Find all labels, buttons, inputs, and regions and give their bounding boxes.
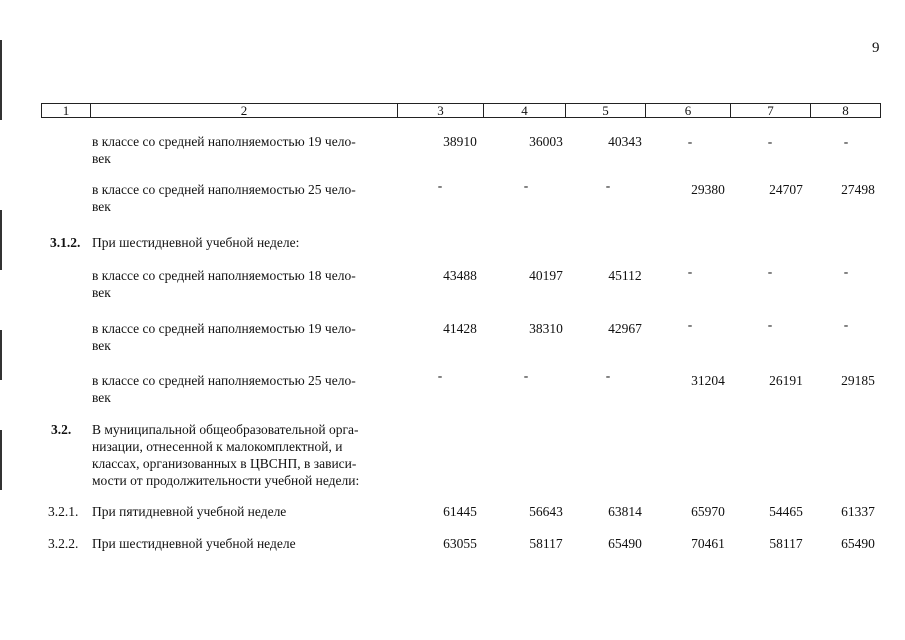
- table-cell: 38310: [529, 321, 563, 336]
- column-number: 5: [566, 104, 646, 117]
- table-cell: 56643: [529, 504, 563, 519]
- column-number: 7: [731, 104, 811, 117]
- table-header-row: [41, 103, 881, 118]
- row-description: В муниципальной общеобразовательной орга- низации, отнесенной к малокомплектной, и классах, организованных в ЦВСНП, в зависи- мости от продолжительности учебной недели:: [92, 422, 360, 488]
- table-cell: 36003: [529, 134, 563, 149]
- row-description: в классе со средней наполняемостью 25 чело- век: [92, 373, 356, 405]
- table-cell: -: [523, 368, 529, 383]
- column-number: 8: [842, 103, 849, 118]
- table-cell: -: [767, 317, 773, 332]
- table-cell: -: [767, 264, 773, 279]
- row-code: 3.2.1.: [48, 504, 79, 519]
- page-edge-line: [0, 430, 2, 490]
- table-cell: -: [843, 134, 849, 149]
- column-number: 1: [42, 104, 91, 117]
- table-cell: 45112: [608, 268, 642, 283]
- column-number: 3: [398, 104, 484, 117]
- row-description: в классе со средней наполняемостью 25 чело- век: [92, 182, 356, 214]
- table-cell: -: [687, 317, 693, 332]
- table-cell: 24707: [769, 182, 803, 197]
- column-number: 6: [646, 104, 731, 117]
- row-code: 3.1.2.: [50, 235, 81, 250]
- table-cell: 40343: [608, 134, 642, 149]
- row-code: 3.2.: [51, 422, 72, 437]
- table-cell: -: [605, 368, 611, 383]
- row-description: При шестидневной учебной неделе:: [92, 235, 300, 250]
- table-cell: 61337: [841, 504, 875, 519]
- row-code: 3.2.2.: [48, 536, 79, 551]
- table-cell: -: [843, 264, 849, 279]
- table-cell: 65490: [841, 536, 875, 551]
- table-cell: 43488: [443, 268, 477, 283]
- page-edge-line: [0, 210, 2, 270]
- table-cell: -: [437, 178, 443, 193]
- page-edge-line: [0, 330, 2, 380]
- table-cell: -: [687, 264, 693, 279]
- table-cell: 63814: [608, 504, 642, 519]
- column-number: 2: [91, 104, 398, 117]
- table-cell: 42967: [608, 321, 642, 336]
- table-cell: 65490: [608, 536, 642, 551]
- table-cell: 63055: [443, 536, 477, 551]
- table-cell: 40197: [529, 268, 563, 283]
- table-cell: -: [523, 178, 529, 193]
- table-cell: 54465: [769, 504, 803, 519]
- table-cell: 29380: [691, 182, 725, 197]
- table-cell: 38910: [443, 134, 477, 149]
- table-cell: 65970: [691, 504, 725, 519]
- table-cell: 61445: [443, 504, 477, 519]
- column-number: 4: [484, 104, 566, 117]
- table-cell: 26191: [769, 373, 803, 388]
- page-edge-line: [0, 40, 2, 120]
- table-cell: -: [687, 134, 693, 149]
- page-number: 9: [872, 40, 880, 56]
- table-cell: 41428: [443, 321, 477, 336]
- table-cell: 58117: [769, 536, 803, 551]
- table-cell: -: [767, 134, 773, 149]
- table-cell: 27498: [841, 182, 875, 197]
- row-description: в классе со средней наполняемостью 18 чело- век: [92, 268, 356, 300]
- table-cell: -: [843, 317, 849, 332]
- table-cell: 31204: [691, 373, 725, 388]
- table-cell: 29185: [841, 373, 875, 388]
- row-description: При пятидневной учебной неделе: [92, 504, 287, 519]
- table-cell: 70461: [691, 536, 725, 551]
- table-cell: -: [605, 178, 611, 193]
- row-description: При шестидневной учебной неделе: [92, 536, 296, 551]
- row-description: в классе со средней наполняемостью 19 чело- век: [92, 321, 356, 353]
- row-description: в классе со средней наполняемостью 19 чело- век: [92, 134, 356, 166]
- table-cell: -: [437, 368, 443, 383]
- table-cell: 58117: [529, 536, 563, 551]
